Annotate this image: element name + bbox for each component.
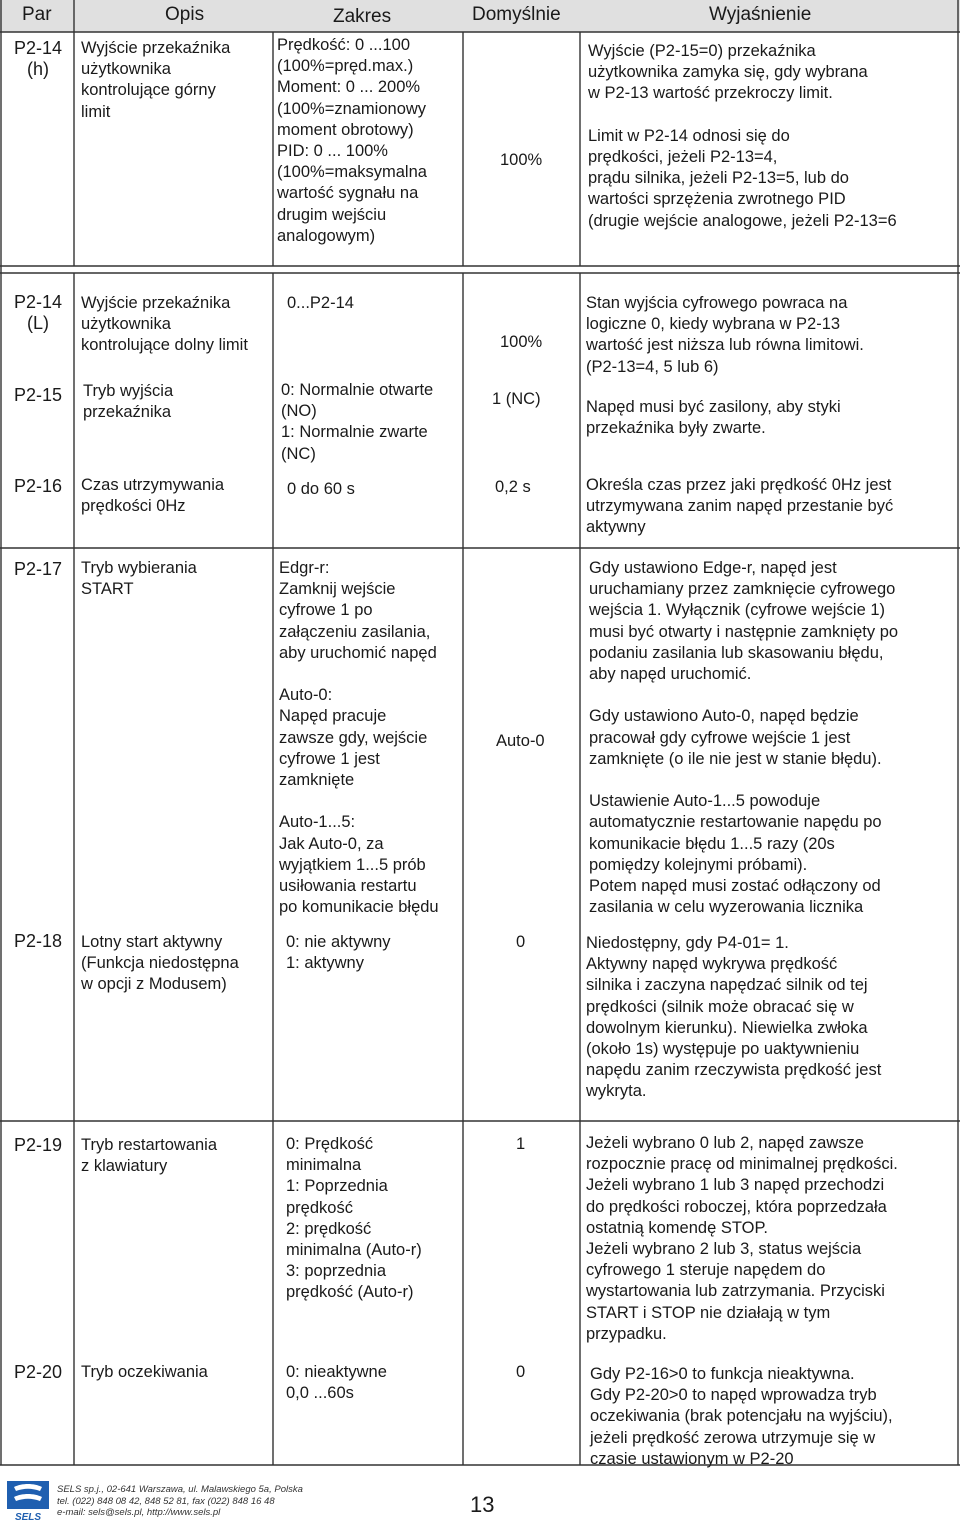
row-par: P2-14 (h): [13, 38, 63, 79]
row-par: P2-19: [13, 1135, 63, 1155]
row-default: 0: [516, 1363, 526, 1381]
row-default: 1 (NC): [492, 390, 541, 408]
row-default: 100%: [500, 151, 543, 169]
row-par: P2-18: [13, 931, 63, 951]
row-explanation: Gdy ustawiono Edge-r, napęd jest uruchamiany przez zamknięcie cyfrowego wejścia 1. Wyłącznik (cyfrowe wejście 1) musi być otwarty i następnie zamknięty po podaniu zasilania lub skasowaniu błędu, aby napęd uruchomić. Gdy ustawiono Auto-0, napęd będzie pracował gdy cyfrowe wejście 1 jest zamknięte (o ile nie jest w stanie błędu). Ustawienie Auto-1...5 powoduje automatycznie restartowanie napędu po komunikacie błędu 1...5 razy (20s pomiędzy kolejnymi próbami). Potem napęd musi zostać odłączony od zasilania w celu wyzerowania licznika: [589, 559, 899, 917]
row-zakres: 0: nieaktywne 0,0 ...60s: [286, 1363, 387, 1403]
row-explanation: Niedostępny, gdy P4-01= 1. Aktywny napęd wykrywa prędkość silnika i zaczyna napędzać silnik od tej prędkości (silnik może obracać się w dowolnym kierunku). Niewielka zwłoka (około 1s) występuje po uaktywnieniu napędu zanim rzeczywista prędkość jest wykryta.: [586, 934, 882, 1101]
row-zakres: 0: Prędkość minimalna 1: Poprzednia prędkość 2: prędkość minimalna (Auto-r) 3: poprzednia prędkość (Auto-r): [286, 1135, 422, 1302]
row-explanation: Jeżeli wybrano 0 lub 2, napęd zawsze rozpocznie pracę od minimalnej prędkości. Jeżeli wybrano 1 lub 3 napęd przechodzi do prędkości roboczej, która poprzedzała ostatnią komendę STOP. Jeżeli wybrano 2 lub 3, status wejścia cyfrowego 1 steruje napędem do wystartowania lub zatrzymania. Przyciski START i STOP nie działają w tym przypadku.: [586, 1134, 898, 1343]
row-default: 100%: [500, 333, 543, 351]
row-zakres: 0 do 60 s: [287, 480, 355, 498]
row-zakres: 0: nie aktywny 1: aktywny: [286, 933, 391, 973]
row-explanation: Wyjście (P2-15=0) przekaźnika użytkownika zamyka się, gdy wybrana w P2-13 wartość przekroczy limit. Limit w P2-14 odnosi się do prędkości, jeżeli P2-13=4, prądu silnika, jeżeli P2-13=5, lub do wartości sprzężenia zwrotnego PID (drugie wejście analogowe, jeżeli P2-13=6: [588, 42, 897, 230]
row-par: P2-16: [13, 476, 63, 496]
table-header: [0, 0, 960, 32]
header-par: Par: [22, 4, 52, 25]
row-opis: Czas utrzymywania prędkości 0Hz: [81, 476, 225, 516]
footer-address: SELS sp.j., 02-641 Warszawa, ul. Malawskiego 5a, Polska tel. (022) 848 08 42, 848 52 81, fax (022) 848 16 48 e-mail: sels@sels.pl, http://www.sels.pl: [57, 1484, 303, 1518]
row-zakres: 0: Normalnie otwarte (NO) 1: Normalnie zwarte (NC): [281, 381, 434, 463]
row-opis: Tryb wybierania START: [81, 559, 197, 599]
logo-text: SELS: [14, 1512, 42, 1521]
row-opis: Tryb wyjścia przekaźnika: [83, 382, 174, 422]
row-par: P2-15: [13, 385, 63, 405]
page-number: 13: [470, 1492, 495, 1517]
row-zakres: Prędkość: 0 ...100 (100%=pręd.max.) Moment: 0 ... 200% (100%=znamionowy moment obrotowy) PID: 0 ... 100% (100%=maksymalna wartość sygnału na drugim wejściu analogowym): [277, 36, 427, 245]
row-default: 1: [516, 1135, 526, 1153]
row-opis: Lotny start aktywny (Funkcja niedostępna w opcji z Modusem): [81, 933, 239, 994]
header-zakres: Zakres: [333, 6, 392, 27]
row-opis: Tryb restartowania z klawiatury: [81, 1136, 218, 1176]
row-par: P2-17: [13, 559, 63, 579]
row-explanation: Napęd musi być zasilony, aby styki przekaźnika były zwarte.: [586, 398, 841, 438]
row-zakres: 0...P2-14: [287, 294, 354, 312]
sels-logo: [4, 1479, 52, 1521]
header-wyjasnienie: Wyjaśnienie: [709, 4, 812, 25]
header-opis: Opis: [165, 4, 205, 25]
row-default: Auto-0: [496, 732, 545, 750]
row-par: P2-20: [13, 1362, 63, 1382]
row-default: 0: [516, 933, 526, 951]
row-explanation: Określa czas przez jaki prędkość 0Hz jest utrzymywana zanim napęd przestanie być aktywny: [586, 476, 894, 537]
row-explanation: Gdy P2-16>0 to funkcja nieaktywna. Gdy P2-20>0 to napęd wprowadza tryb oczekiwania (brak potencjału na wyjściu), jeżeli prędkość zerowa utrzymuje się w czasie ustawionym w P2-20: [590, 1365, 893, 1468]
row-opis: Tryb oczekiwania: [81, 1363, 208, 1381]
row-par: P2-14 (L): [13, 292, 63, 333]
row-zakres: Edgr-r: Zamknij wejście cyfrowe 1 po załączeniu zasilania, aby uruchomić napęd Auto-0: Napęd pracuje zawsze gdy, wejście cyfrowe 1 jest zamknięte Auto-1...5: Jak Auto-0, za wyjątkiem 1...5 prób usiłowania restartu po komunikacie błędu: [279, 559, 439, 917]
row-opis: Wyjście przekaźnika użytkownika kontrolujące górny limit: [81, 39, 231, 121]
row-explanation: Stan wyjścia cyfrowego powraca na logiczne 0, kiedy wybrana w P2-13 wartość jest niższa lub równa limitowi. (P2-13=4, 5 lub 6): [586, 294, 864, 376]
row-opis: Wyjście przekaźnika użytkownika kontrolujące dolny limit: [81, 294, 248, 355]
row-default: 0,2 s: [495, 478, 531, 496]
header-domyslnie: Domyślnie: [472, 4, 561, 25]
